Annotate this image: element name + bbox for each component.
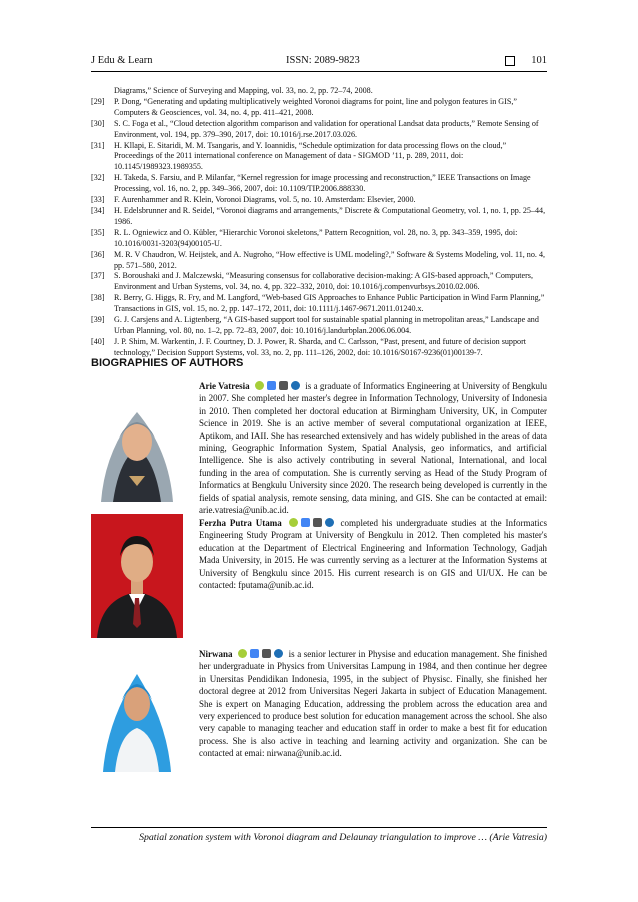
author-photo — [91, 514, 183, 638]
publons-icon[interactable] — [274, 649, 283, 658]
page-number: 101 — [531, 55, 547, 66]
author-photo — [91, 390, 183, 502]
reference-item: [31] H. Kllapi, E. Sitaridi, M. M. Tsangaris, and Y. Ioannidis, “Schedule optimization for data processing flows on the cloud,” Proceedings of the 2011 international conference on Management of data - SIGMOD ’11, p. 289, 2011, doi: 10.1145/1989323.1989355. — [91, 140, 507, 172]
scholar-icon[interactable] — [250, 649, 259, 658]
author-biography: is a senior lecturer in Physise and education management. She finished her undergraduate in Physics from Universitas Lampung in 1984, and then continue her degree in Unersitas Pendidikan Indonesia, 1995, in the subject of Physisc. Finally, she finished her doctoral degree at 2012 from Universitas Negeri Jakarta in subject of Education Management. She is expert on Managing Education, addressing the problem across the education area and very experienced to produce best solution for education management across the school. She also very capable to managing teacher and education staff in order to make a best fit for education process. She is also active in teaching and learning activity and organization. She can be contacted at emai: nirwana@unib.ac.id. — [199, 649, 548, 759]
reference-item: [30] S. C. Foga et al., “Cloud detection algorithm comparison and validation for operational Landsat data products,” Remote Sensing of Environment, vol. 194, pp. 379–390, 2017, doi: 10.1016/j.rse.2017.03.026. — [91, 118, 539, 139]
reference-item: [32] H. Takeda, S. Farsiu, and P. Milanfar, “Kernel regression for image processing and reconstruction,” IEEE Transactions on Image Processing, vol. 16, no. 2, pp. 349–366, 2007, doi: 10.1109/TIP.2006.888330. — [91, 173, 531, 194]
scopus-icon[interactable] — [279, 381, 288, 390]
orcid-icon[interactable] — [238, 649, 247, 658]
scopus-icon[interactable] — [262, 649, 271, 658]
reference-item: [35] R. L. Ogniewicz and O. Kübler, “Hierarchic Voronoi skeletons,” Pattern Recognition, vol. 28, no. 3, pp. 343–359, 1995, doi: 10.1016/0031-3203(94)00105-U. — [91, 227, 518, 248]
reference-item: [39] G. J. Carsjens and A. Ligtenberg, “A GIS-based support tool for sustainable spatial planning in metropolitan areas,” Landscape and Urban Planning, vol. 80, no. 1–2, pp. 72–83, 2007, doi: 10.1016/j.landurbplan.2006.06.004. — [91, 315, 539, 335]
issn: ISSN: 2089-9823 — [286, 55, 360, 66]
author-name: Ferzha Putra Utama — [199, 518, 282, 528]
reference-item: [37] S. Boroushaki and J. Malczewski, “Measuring consensus for collaborative decision-making: A GIS-based approach,” Computers, Environment and Urban Systems, vol. 34, no. 4, pp. 322–332, 2010, doi: 10.1016/j.compenvurbsys.2010.02.006. — [91, 271, 533, 292]
publons-icon[interactable] — [325, 518, 334, 527]
scopus-icon[interactable] — [313, 518, 322, 527]
checkbox-icon — [505, 56, 515, 66]
biographies-heading: BIOGRAPHIES OF AUTHORS — [91, 357, 244, 369]
reference-item: [29] P. Dong, “Generating and updating multiplicatively weighted Voronoi diagrams for point, line and polygon features in GIS,” Computers & Geosciences, vol. 34, no. 4, pp. 411–421, 2008. — [91, 96, 517, 117]
reference-item: [34] H. Edelsbrunner and R. Seidel, “Voronoi diagrams and arrangements,” Discrete & Computational Geometry, vol. 1, no. 1, pp. 25–44, 1986. — [91, 205, 546, 226]
reference-item: [38] R. Berry, G. Higgs, R. Fry, and M. Langford, “Web-based GIS Approaches to Enhance Public Participation in Wind Farm Planning,” Transactions in GIS, vol. 15, no. 2, pp. 147–172, 2011, doi: 10.1111/j.1467-9671.2011.01240.x. — [91, 293, 545, 314]
author-biography: is a graduate of Informatics Engineering at University of Bengkulu in 2007. She completed her master's degree in Information Technology, University of Indonesia in 2010. Then completed her doctoral education at Birmingham University, UK, in Computer Science in 2019. She is an active member of several computational organization at IEEE, Aptikom, and IAII. She has researched extensively and has widely published in the areas of data mining, Geographic Information System, Spatial Analysis, geo informatics, and artificial Intelligence. She is also actively contributing in several National, International, and local funding in the area of computation. She is currently serving as Head of the Study Program of Informatics at Bengkulu University since 2020. The research being developed is currently in the fields of spatial analysis, remote sensing, data mining, and GIS. She can be contacted at email: arie.vatresia@unib.ac.id. — [199, 381, 547, 516]
author-name: Nirwana — [199, 649, 233, 659]
orcid-icon[interactable] — [255, 381, 264, 390]
page-footer: Spatial zonation system with Voronoi diagram and Delaunay triangulation to improve … (Arie Vatresia) — [91, 827, 547, 843]
journal-name: J Edu & Learn — [91, 55, 153, 66]
reference-item: [40] J. P. Shim, M. Warkentin, J. F. Courtney, D. J. Power, R. Sharda, and C. Carlsson, “Past, present, and future of decision support technology,” Decision Support Systems, vol. 33, no. 2, pp. 111–126, 2002, doi: 10.1016/S0167-9236(01)00139-7. — [91, 336, 527, 357]
page-header — [91, 55, 547, 72]
reference-item: [36] M. R. V Chaudron, W. Heijstek, and A. Nugroho, “How effective is UML modeling?,” Software & Systems Modeling, vol. 11, no. 4, pp. 571–580, 2012. — [91, 249, 546, 270]
author-biography: completed his undergraduate studies at the Informatics Engineering Study Program at University of Bengkulu in 2012. Then completed his master's education at the Department of Electrical Engineering and Information Technology, Gadjah Mada University, in 2015. He was currently serving as a lecturer at the Information Systems at University of Bengkulu since 2015. His current research is on GIS and UI/UX. He can be contacted: fputama@unib.ac.id. — [199, 518, 547, 591]
orcid-icon[interactable] — [289, 518, 298, 527]
scholar-icon[interactable] — [267, 381, 276, 390]
author-photo — [91, 656, 183, 772]
reference-item: Diagrams,” Science of Surveying and Mapping, vol. 33, no. 2, pp. 72–74, 2008. — [114, 86, 373, 95]
reference-item: [33] F. Aurenhammer and R. Klein, Voronoi Diagrams, vol. 5, no. 10. Amsterdam: Elsevier, 2000. — [91, 195, 416, 205]
publons-icon[interactable] — [291, 381, 300, 390]
reference-list — [91, 86, 547, 359]
scholar-icon[interactable] — [301, 518, 310, 527]
author-name: Arie Vatresia — [199, 381, 250, 391]
